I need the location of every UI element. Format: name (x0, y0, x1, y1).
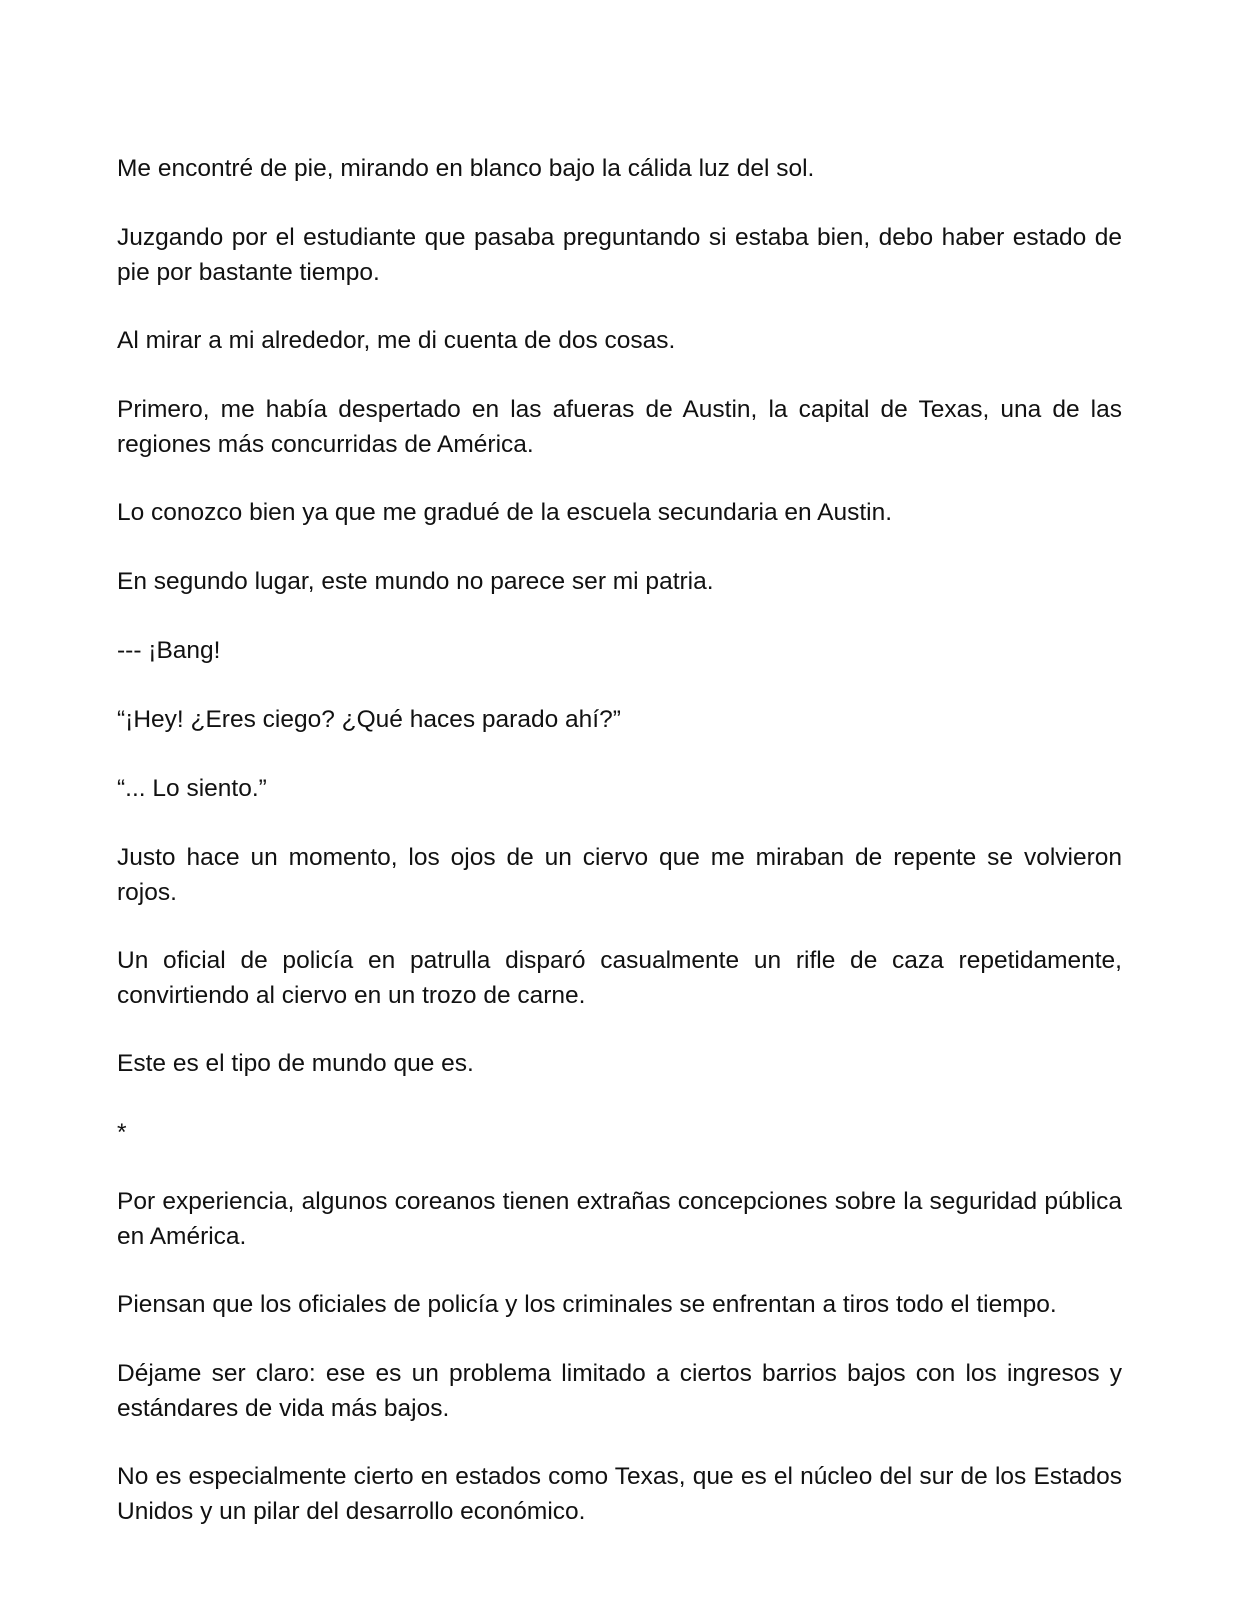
paragraph: No es especialmente cierto en estados como Texas, que es el núcleo del sur de los Estados Unidos y un pilar del desarrollo económico. (117, 1463, 1122, 1525)
paragraph: Me encontré de pie, mirando en blanco bajo la cálida luz del sol. (117, 155, 815, 182)
paragraph: Justo hace un momento, los ojos de un ciervo que me miraban de repente se volvieron rojos. (117, 844, 1122, 906)
paragraph: “... Lo siento.” (117, 775, 267, 802)
paragraph: En segundo lugar, este mundo no parece ser mi patria. (117, 568, 714, 595)
paragraph: Este es el tipo de mundo que es. (117, 1050, 474, 1077)
paragraph: Déjame ser claro: ese es un problema limitado a ciertos barrios bajos con los ingresos y estándares de vida más bajos. (117, 1360, 1122, 1422)
paragraph: Piensan que los oficiales de policía y los criminales se enfrentan a tiros todo el tiempo. (117, 1291, 1057, 1318)
paragraph: Por experiencia, algunos coreanos tienen extrañas concepciones sobre la seguridad pública en América. (117, 1188, 1122, 1250)
paragraph: “¡Hey! ¿Eres ciego? ¿Qué haces parado ahí?” (117, 706, 621, 733)
paragraph: Lo conozco bien ya que me gradué de la escuela secundaria en Austin. (117, 499, 893, 526)
paragraph: --- ¡Bang! (117, 637, 221, 664)
paragraph: Al mirar a mi alrededor, me di cuenta de dos cosas. (117, 327, 676, 354)
paragraph: Juzgando por el estudiante que pasaba preguntando si estaba bien, debo haber estado de pie por bastante tiempo. (117, 224, 1122, 286)
paragraph: Un oficial de policía en patrulla disparó casualmente un rifle de caza repetidamente, convirtiendo al ciervo en un trozo de carne. (117, 947, 1122, 1009)
scene-break: * (117, 1119, 127, 1146)
paragraph: Primero, me había despertado en las afueras de Austin, la capital de Texas, una de las regiones más concurridas de América. (117, 396, 1122, 458)
